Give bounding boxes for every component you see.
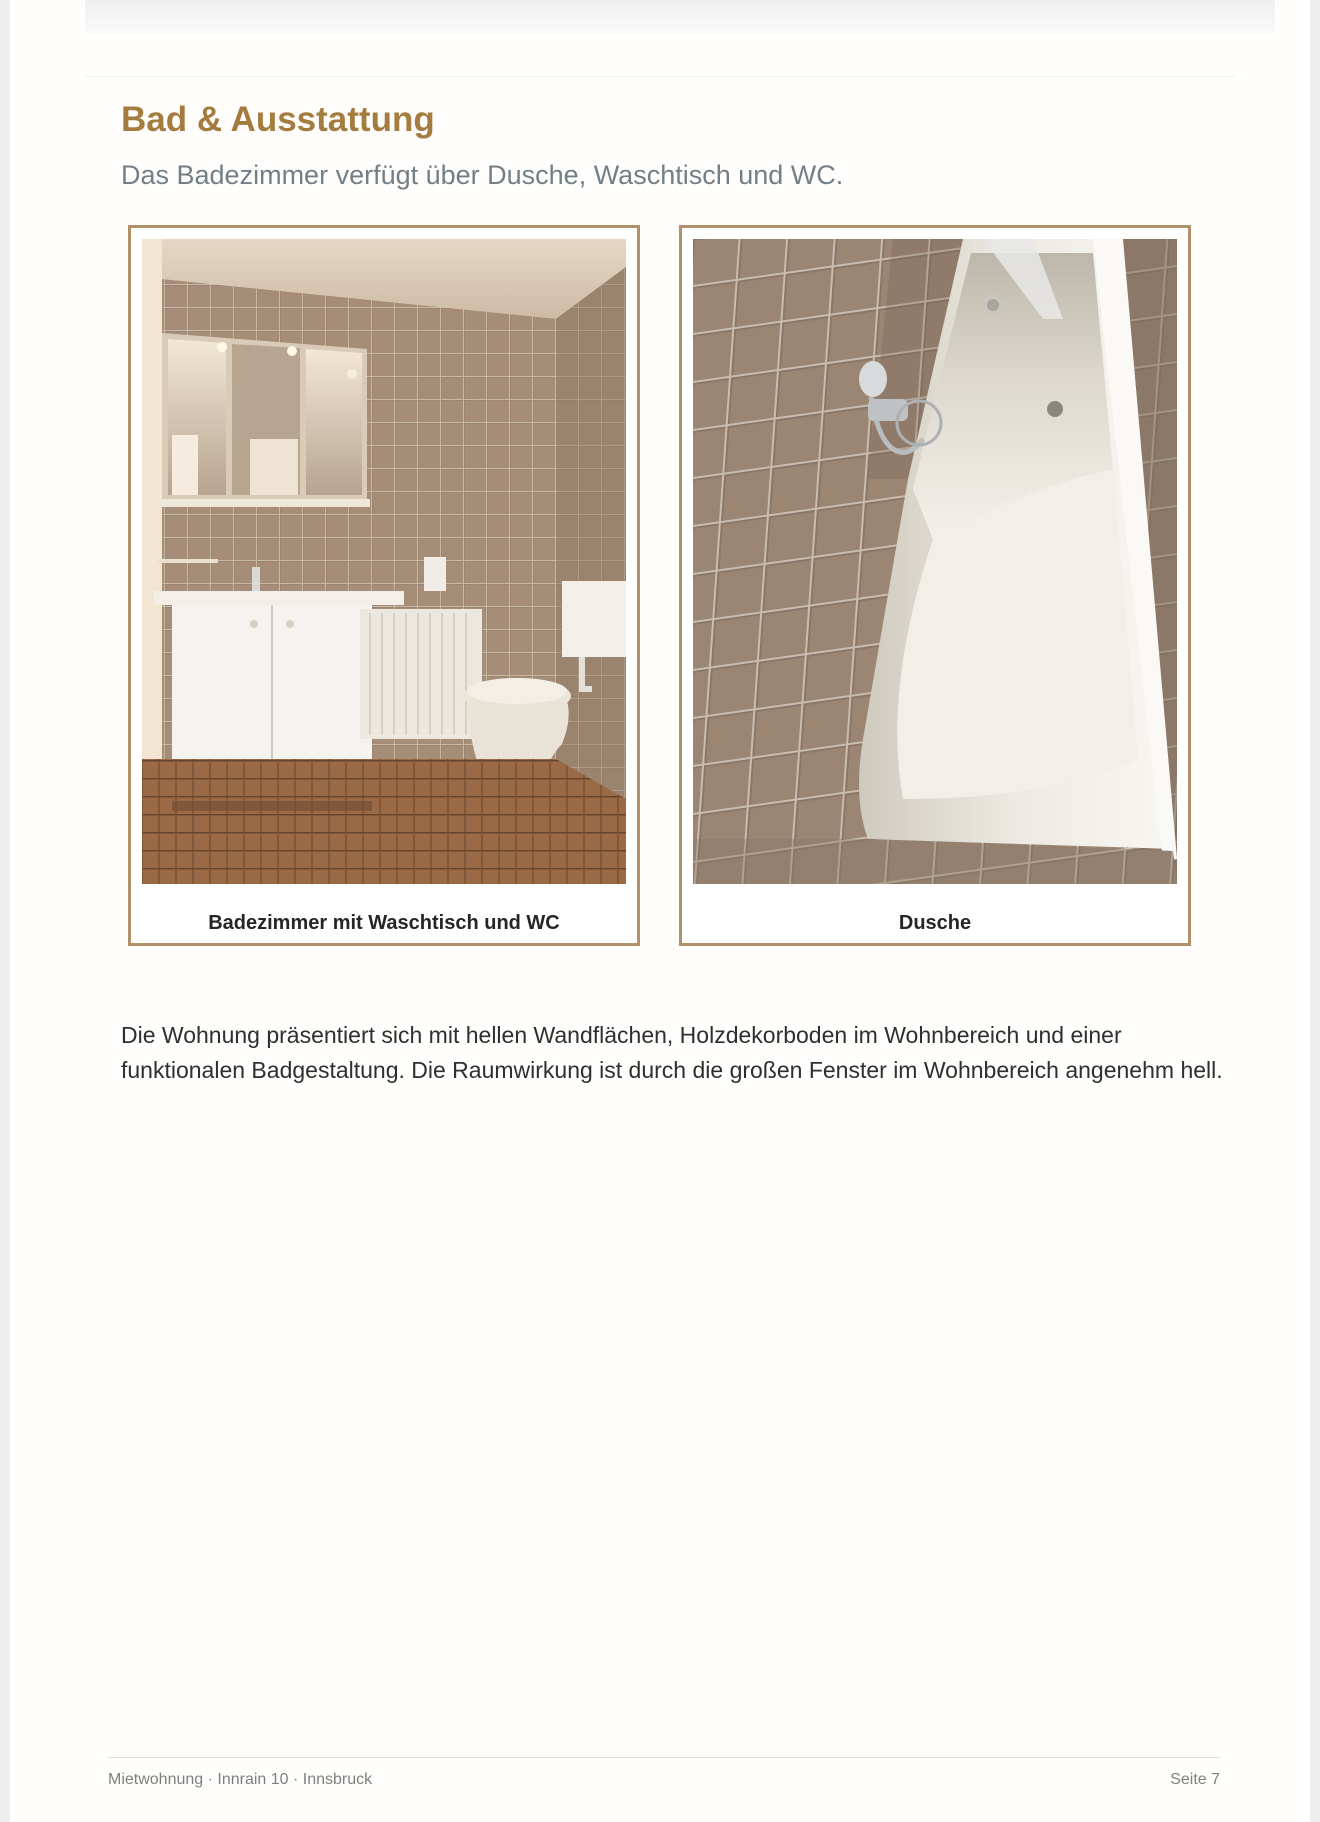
- body-paragraph: Die Wohnung präsentiert sich mit hellen Wandflächen, Holzdekorboden im Wohnbereich und einer funktionalen Badgestaltung. Die Raumwirkung ist durch die großen Fenster im Wohnbereich angenehm hell.: [121, 1022, 1223, 1083]
- photo-card-shower: [679, 225, 1191, 946]
- page-title: Bad & Ausstattung: [121, 100, 435, 139]
- photo-caption-shower: Dusche: [898, 912, 972, 934]
- footer-divider: [108, 1757, 1220, 1758]
- photo-shower: [693, 239, 1177, 884]
- document-page: [10, 0, 1310, 1822]
- page-subtitle: Das Badezimmer verfügt über Dusche, Waschtisch und WC.: [121, 160, 844, 190]
- photo-caption-bathroom: Badezimmer mit Waschtisch und WC: [208, 912, 560, 934]
- footer-address: Mietwohnung · Innrain 10 · Innsbruck: [108, 1771, 373, 1788]
- header-divider: [85, 76, 1235, 77]
- footer-page-number: Seite 7: [1170, 1771, 1220, 1788]
- bathroom-photo-image: [142, 239, 626, 884]
- top-shadow: [85, 0, 1275, 34]
- photo-bathroom: [142, 239, 626, 884]
- shower-photo-image: [693, 239, 1177, 884]
- photo-card-bathroom: [128, 225, 640, 946]
